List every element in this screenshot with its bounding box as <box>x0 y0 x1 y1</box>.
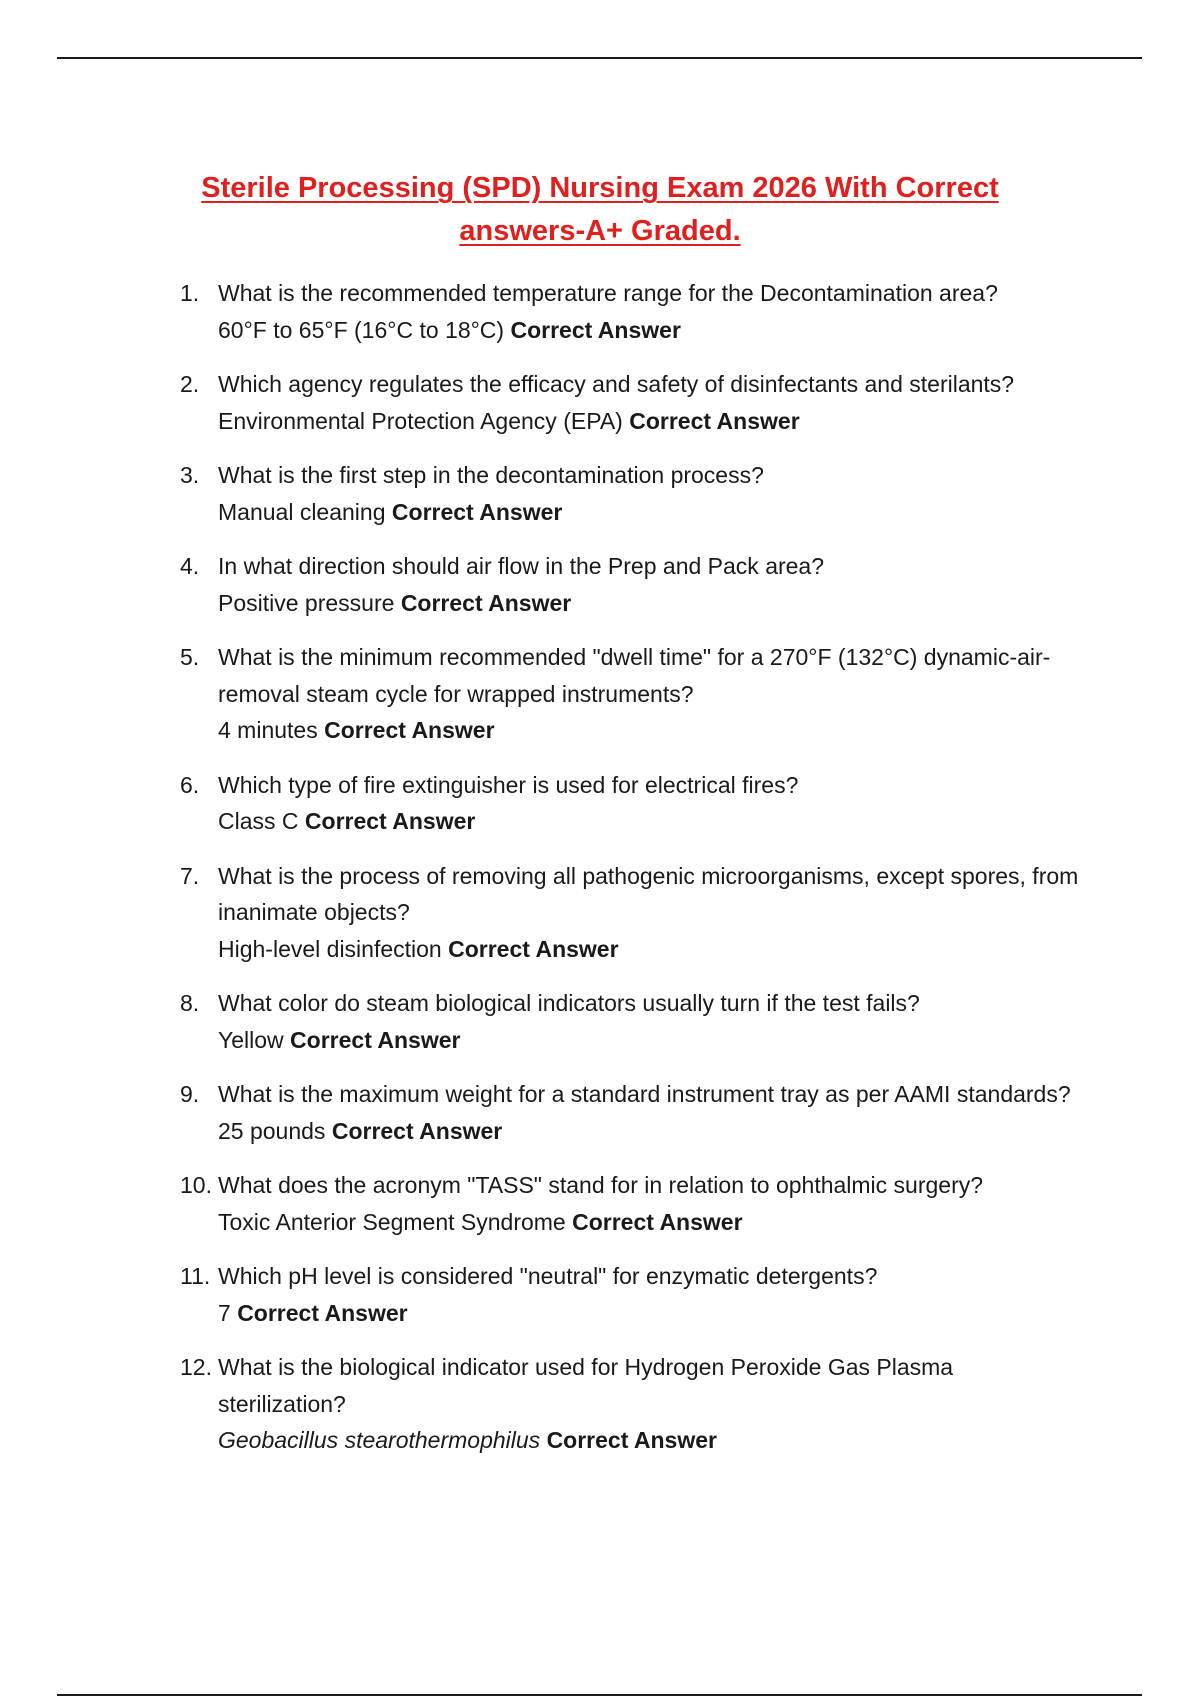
answer-line <box>218 1204 1080 1241</box>
question-text: What color do steam biological indicators usually turn if the test fails? <box>218 990 920 1016</box>
correct-answer-label: Correct Answer <box>400 589 572 616</box>
question-item <box>180 639 1080 749</box>
question-number: 8. <box>180 990 200 1016</box>
question-text: What is the first step in the decontamination process? <box>218 462 764 488</box>
correct-answer-label: Correct Answer <box>629 407 800 434</box>
question-item <box>180 767 1080 840</box>
answer-text: High-level disinfection <box>218 935 442 962</box>
question-item <box>180 985 1080 1058</box>
answer-line <box>218 494 1080 531</box>
answer-text: 25 pounds <box>218 1117 326 1144</box>
title-line-2: answers-A+ Graded. <box>459 215 741 248</box>
question-list <box>180 275 1080 1477</box>
correct-answer-label: Correct Answer <box>546 1427 717 1453</box>
correct-answer-label: Correct Answer <box>448 935 619 962</box>
question-number: 5. <box>180 644 200 670</box>
question-text: What is the maximum weight for a standard instrument tray as per AAMI standards? <box>218 1081 1071 1107</box>
answer-text: Positive pressure <box>218 589 395 616</box>
answer-text: Yellow <box>218 1026 284 1053</box>
question-number: 10. <box>180 1172 212 1198</box>
question-number: 1. <box>180 280 200 306</box>
document-title <box>150 167 1050 253</box>
question-item <box>180 1076 1080 1149</box>
answer-text: 60°F to 65°F (16°C to 18°C) <box>218 316 505 343</box>
question-item <box>180 457 1080 530</box>
question-text: What does the acronym "TASS" stand for in relation to ophthalmic surgery? <box>218 1172 984 1198</box>
correct-answer-label: Correct Answer <box>572 1208 743 1235</box>
answer-line <box>218 712 1080 749</box>
question-text: What is the biological indicator used for Hydrogen Peroxide Gas Plasma sterilization? <box>218 1354 954 1417</box>
question-text: What is the recommended temperature range for the Decontamination area? <box>218 280 998 306</box>
answer-line <box>218 1022 1080 1059</box>
answer-text: 4 minutes <box>218 717 318 743</box>
answer-line <box>218 1113 1080 1150</box>
question-item <box>180 366 1080 439</box>
answer-text: Class C <box>218 808 299 834</box>
question-item <box>180 1167 1080 1240</box>
title-line-1: Sterile Processing (SPD) Nursing Exam 2026 With Correct <box>201 172 999 205</box>
question-number: 11. <box>180 1263 211 1289</box>
answer-text: Environmental Protection Agency (EPA) <box>218 407 623 434</box>
answer-line <box>218 803 1080 840</box>
question-item <box>180 1258 1080 1331</box>
answer-line <box>218 585 1080 622</box>
question-item <box>180 275 1080 348</box>
question-text: What is the minimum recommended "dwell time" for a 270°F (132°C) dynamic-air-removal steam cycle for wrapped instruments? <box>218 644 1051 707</box>
correct-answer-label: Correct Answer <box>510 316 681 343</box>
question-item <box>180 1349 1080 1459</box>
question-text: What is the process of removing all pathogenic microorganisms, except spores, from inanimate objects? <box>218 862 1079 925</box>
question-item <box>180 548 1080 621</box>
correct-answer-label: Correct Answer <box>331 1117 503 1144</box>
answer-line <box>218 312 1080 349</box>
question-text: In what direction should air flow in the Prep and Pack area? <box>218 553 825 579</box>
answer-line <box>218 1422 1080 1459</box>
answer-text: 7 <box>218 1299 231 1326</box>
correct-answer-label: Correct Answer <box>304 808 476 834</box>
correct-answer-label: Correct Answer <box>290 1026 461 1053</box>
answer-text: Manual cleaning <box>218 498 386 525</box>
question-number: 12. <box>180 1354 212 1380</box>
question-number: 9. <box>180 1081 200 1107</box>
question-text: Which agency regulates the efficacy and safety of disinfectants and sterilants? <box>218 371 1015 397</box>
correct-answer-label: Correct Answer <box>391 498 563 525</box>
answer-text: Toxic Anterior Segment Syndrome <box>218 1208 566 1235</box>
bottom-rule <box>57 1694 1142 1696</box>
answer-line <box>218 931 1080 968</box>
question-text: Which type of fire extinguisher is used for electrical fires? <box>218 771 799 798</box>
question-number: 6. <box>180 771 200 798</box>
question-item <box>180 858 1080 968</box>
correct-answer-label: Correct Answer <box>324 717 495 743</box>
question-number: 7. <box>180 862 200 889</box>
question-number: 3. <box>180 462 200 488</box>
question-number: 4. <box>180 553 200 579</box>
answer-text: Geobacillus stearothermophilus <box>218 1427 541 1453</box>
answer-line <box>218 1295 1080 1332</box>
top-rule <box>57 57 1142 59</box>
answer-line <box>218 403 1080 440</box>
question-text: Which pH level is considered "neutral" for enzymatic detergents? <box>218 1263 878 1289</box>
correct-answer-label: Correct Answer <box>237 1299 408 1326</box>
question-number: 2. <box>180 371 200 397</box>
